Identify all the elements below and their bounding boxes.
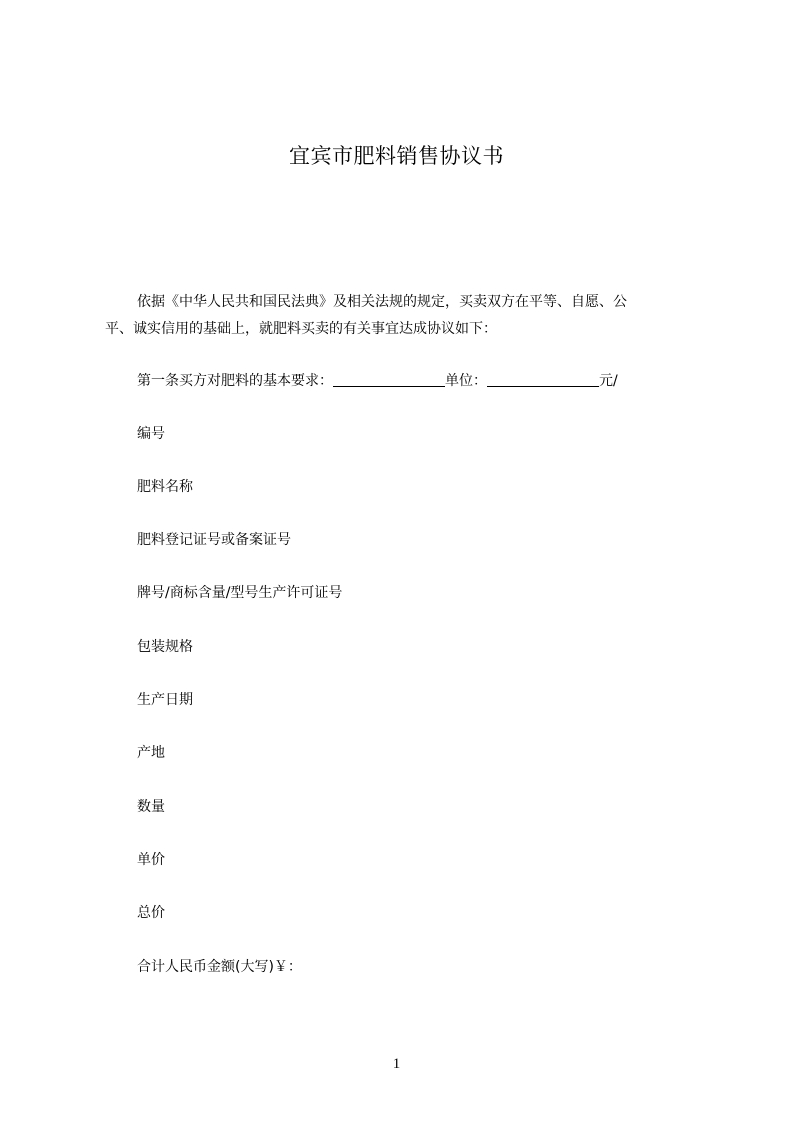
article-1-line xyxy=(137,371,618,391)
field-origin: 产地 xyxy=(137,745,165,761)
document-title: 宜宾市肥料销售协议书 xyxy=(289,144,504,168)
field-fertilizer-name: 肥料名称 xyxy=(137,479,193,495)
intro-line-2: 平、诚实信用的基础上，就肥料买卖的有关事宜达成协议如下： xyxy=(105,321,497,337)
field-total-price: 总价 xyxy=(137,905,165,921)
field-registration-number: 肥料登记证号或备案证号 xyxy=(137,532,291,548)
unit-blank xyxy=(487,372,599,387)
intro-line-1: 依据《中华人民共和国民法典》及相关法规的规定，买卖双方在平等、自愿、公 xyxy=(137,294,627,310)
article-1-prefix: 第一条买方对肥料的基本要求： xyxy=(137,373,333,389)
unit-suffix: 元/ xyxy=(599,373,618,389)
field-quantity: 数量 xyxy=(137,799,165,815)
field-serial-number: 编号 xyxy=(137,426,165,442)
field-total-amount-rmb: 合计人民币金额(大写)￥： xyxy=(137,959,302,975)
field-unit-price: 单价 xyxy=(137,852,165,868)
field-package-spec: 包装规格 xyxy=(137,639,193,655)
field-brand-license: 牌号/商标含量/型号生产许可证号 xyxy=(137,585,343,601)
unit-label: 单位： xyxy=(445,373,487,389)
intro-paragraph xyxy=(105,289,697,343)
requirement-blank xyxy=(333,372,445,387)
page-number: 1 xyxy=(392,1056,401,1072)
field-production-date: 生产日期 xyxy=(137,692,193,708)
